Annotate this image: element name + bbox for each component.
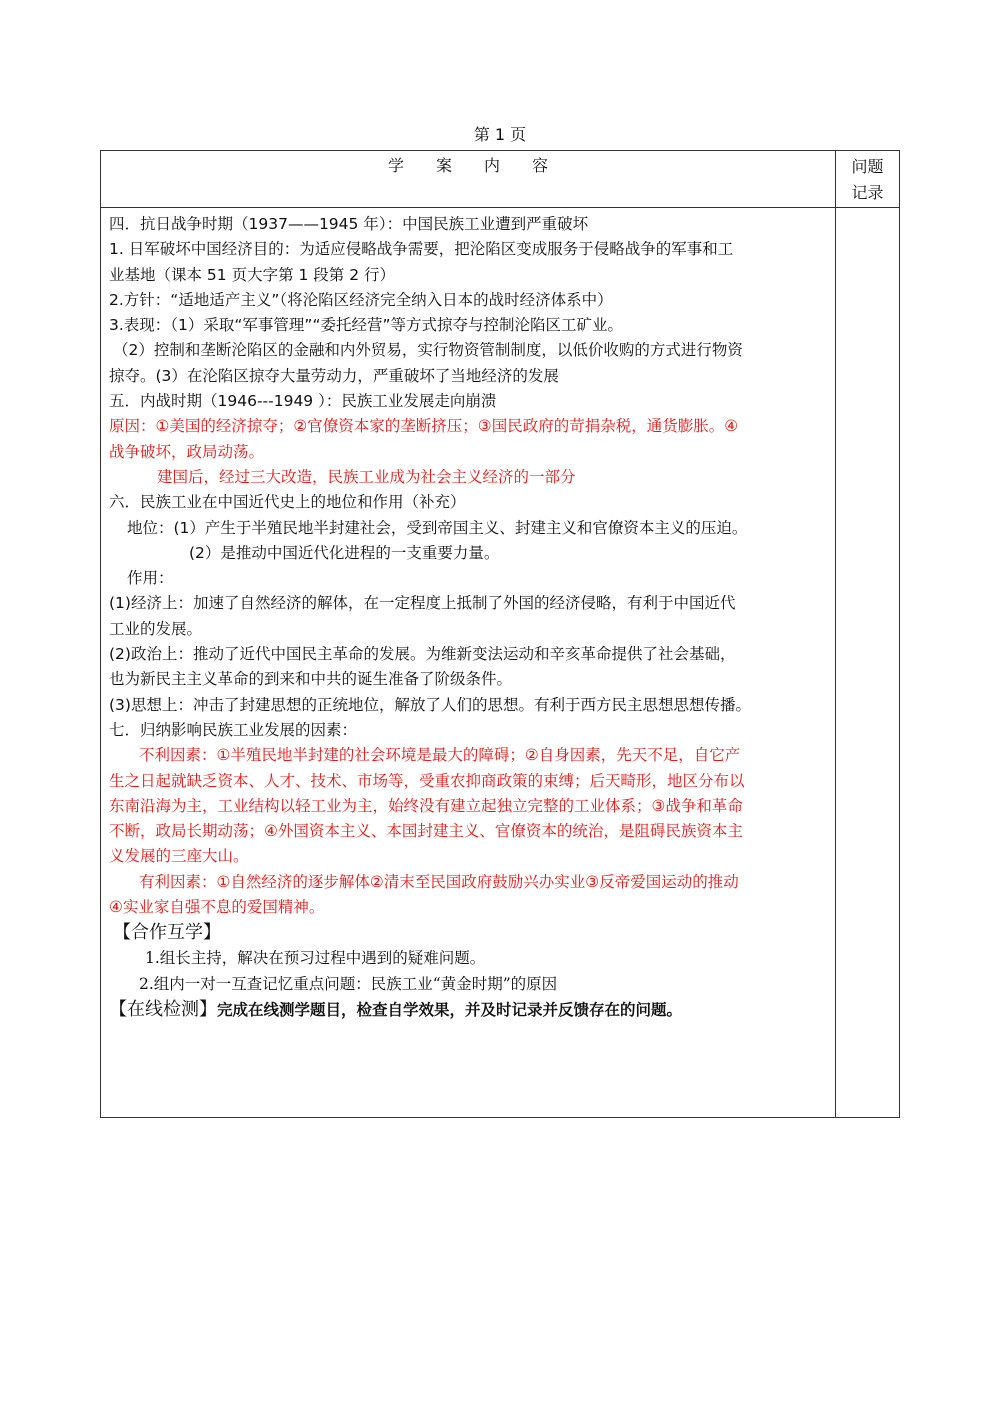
favorable-factors-red: ④实业家自强不息的爱国精神。 [109, 898, 325, 917]
unfavorable-factors-red: 东南沿海为主，工业结构以轻工业为主，始终没有建立起独立完整的工业体系；③战争和革命 [109, 796, 743, 815]
text-line: 1. 日军破坏中国经济目的：为适应侵略战争需要，把沦陷区变成服务于侵略战争的军事和工 [109, 240, 734, 259]
header-row [101, 151, 900, 208]
cause-text-red: 原因：①美国的经济掠夺；②官僚资本家的垄断挤压；③国民政府的苛捐杂税，通货膨胀。④ [109, 417, 739, 436]
header-char: 案 [435, 156, 452, 175]
unfavorable-factors-red: 义发展的三座大山。 [109, 847, 249, 866]
content-row [101, 208, 900, 1118]
header-char: 学 [387, 156, 404, 175]
status-text: (2）是推动中国近代化进程的一支重要力量。 [189, 543, 500, 562]
status-text: 地位：(1）产生于半殖民地半封建社会，受到帝国主义、封建主义和官僚资本主义的压迫。 [127, 518, 748, 537]
role-text: 工业的发展。 [109, 619, 203, 638]
online-test-heading: 【在线检测】 [109, 998, 217, 1020]
role-label: 作用： [127, 569, 174, 588]
header-char: 内 [484, 156, 501, 175]
notes-header-line2: 记录 [851, 183, 884, 202]
content-cell [101, 208, 836, 1118]
section-heading-5: 五．内战时期（1946---1949 ）：民族工业发展走向崩溃 [109, 392, 497, 411]
section-heading-4: 四．抗日战争时期（1937——1945 年）：中国民族工业遭到严重破坏 [109, 215, 589, 233]
notes-header-line1: 问题 [851, 157, 884, 176]
section-heading-6: 六．民族工业在中国近代史上的地位和作用（补充） [109, 493, 466, 512]
text-line: 掠夺。(3）在沦陷区掠夺大量劳动力，严重破坏了当地经济的发展 [109, 366, 559, 385]
unfavorable-factors-red: 不断，政局长期动荡；④外国资本主义、本国封建主义、官僚资本的统治，是阻碍民族资本主 [109, 822, 743, 841]
role-text: (3)思想上：冲击了封建思想的正统地位，解放了人们的思想。有利于西方民主思想思想传播。 [109, 695, 751, 714]
text-line: 2.方针：“适地适产主义”（将沦陷区经济完全纳入日本的战时经济体系中） [109, 290, 613, 309]
online-test-line [109, 997, 835, 1023]
cause-text-red: 战争破坏，政局动荡。 [109, 442, 265, 461]
unfavorable-factors-red: 不利因素：①半殖民地半封建的社会环境是最大的障碍；②自身因素，先天不足，自它产 [139, 746, 741, 765]
favorable-factors-red: 有利因素：①自然经济的逐步解体②清末至民国政府鼓励兴办实业③反帝爱国运动的推动 [139, 872, 739, 891]
role-text: (1)经济上：加速了自然经济的解体，在一定程度上抵制了外国的经济侵略，有利于中国近代 [109, 594, 736, 613]
notes-header-cell [836, 151, 900, 208]
header-char: 容 [532, 156, 549, 175]
role-text: (2)政治上：推动了近代中国民主革命的发展。为维新变法运动和辛亥革命提供了社会基础， [109, 645, 736, 664]
post-1949-text-red: 建国后，经过三大改造，民族工业成为社会主义经济的一部分 [157, 467, 576, 486]
section-heading-7: 七．归纳影响民族工业发展的因素： [109, 720, 358, 739]
text-line: 3.表现：（1）采取“军事管理”“委托经营”等方式掠夺与控制沦陷区工矿业。 [109, 316, 624, 335]
cooperative-task: 1.组长主持，解决在预习过程中遇到的疑难问题。 [145, 949, 486, 968]
study-plan-table [100, 150, 900, 1118]
text-line: 业基地（课本 51 页大字第 1 段第 2 行） [109, 265, 396, 284]
text-line: （2）控制和垄断沦陷区的金融和内外贸易，实行物资管制制度，以低价收购的方式进行物资 [113, 341, 743, 360]
notes-cell[interactable] [836, 208, 900, 1118]
role-text: 也为新民主主义革命的到来和中共的诞生准备了阶级条件。 [109, 670, 513, 689]
online-test-text: 完成在线测学题目，检查自学效果，并及时记录并反馈存在的问题。 [217, 1000, 683, 1019]
cooperative-task: 2.组内一对一互查记忆重点问题：民族工业“黄金时期”的原因 [139, 974, 558, 993]
page-number: 第 1 页 [473, 125, 527, 144]
cooperative-learning-heading: 【合作互学】 [113, 922, 221, 944]
content-header-cell [101, 151, 836, 208]
unfavorable-factors-red: 生之日起就缺乏资本、人才、技术、市场等，受重农抑商政策的束缚；后天畸形，地区分布以 [109, 771, 745, 790]
